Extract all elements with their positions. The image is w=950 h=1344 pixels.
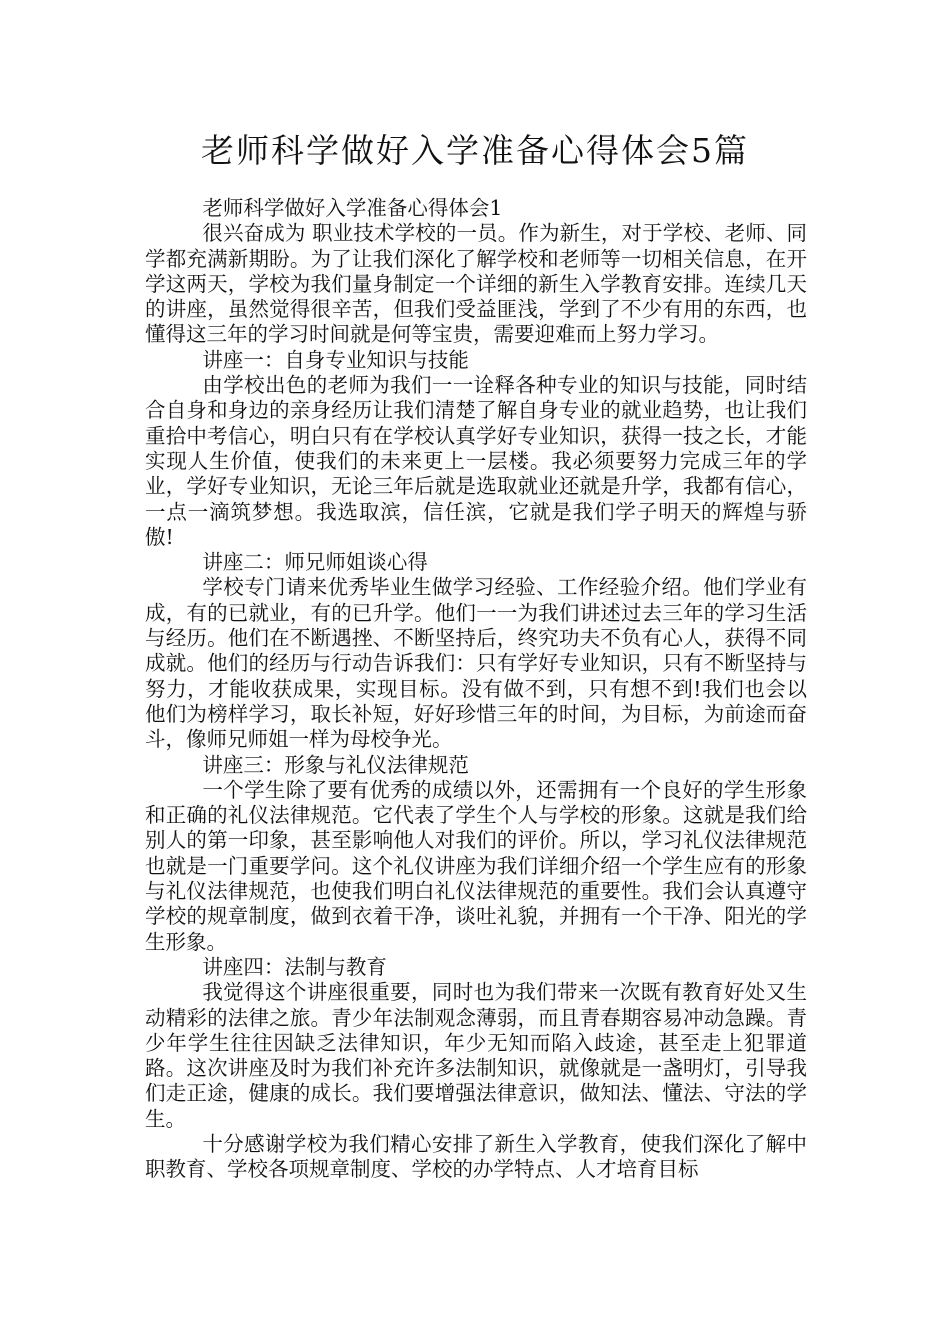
body-paragraph: 十分感谢学校为我们精心安排了新生入学教育，使我们深化了解中职教育、学校各项规章制度、学校的办学特点、人才培育目标 (145, 1131, 807, 1182)
lecture-heading: 讲座四：法制与教育 (202, 954, 387, 979)
body-paragraph: 由学校出色的老师为我们一一诠释各种专业的知识与技能，同时结合自身和身边的亲身经历让我们清楚了解自身专业的就业趋势，也让我们重拾中考信心，明白只有在学校认真学好专业知识，获得一技之长，才能实现人生价值，使我们的未来更上一层楼。我必须要努力完成三年的学业，学好专业知识，无论三年后就是选取就业还就是升学，我都有信心，一点一滴筑梦想。我选取滨，信任滨，它就是我们学子明天的辉煌与骄傲! (145, 373, 807, 549)
document-title: 老师科学做好入学准备心得体会5篇 (201, 131, 749, 170)
body-paragraph: 我觉得这个讲座很重要，同时也为我们带来一次既有教育好处又生动精彩的法律之旅。青少年法制观念薄弱，而且青春期容易冲动急躁。青少年学生往往因缺乏法律知识，年少无知而陷入歧途，甚至走上犯罪道路。这次讲座及时为我们补充许多法制知识，就像就是一盏明灯，引导我们走正途，健康的成长。我们要增强法律意识，做知法、懂法、守法的学生。 (145, 980, 807, 1131)
lecture-heading: 讲座一：自身专业知识与技能 (202, 347, 469, 372)
body-paragraph: 一个学生除了要有优秀的成绩以外，还需拥有一个良好的学生形象和正确的礼仪法律规范。它代表了学生个人与学校的形象。这就是我们给别人的第一印象，甚至影响他人对我们的评价。所以，学习礼仪法律规范也就是一门重要学问。这个礼仪讲座为我们详细介绍一个学生应有的形象与礼仪法律规范，也使我们明白礼仪法律规范的重要性。我们会认真遵守学校的规章制度，做到衣着干净，谈吐礼貌，并拥有一个干净、阳光的学生形象。 (145, 777, 807, 954)
body-paragraph: 学校专门请来优秀毕业生做学习经验、工作经验介绍。他们学业有成，有的已就业，有的已升学。他们一一为我们讲述过去三年的学习生活与经历。他们在不断遇挫、不断坚持后，终究功夫不负有心人，获得不同成就。他们的经历与行动告诉我们：只有学好专业知识，只有不断坚持与努力，才能收获成果，实现目标。没有做不到，只有想不到!我们也会以他们为榜样学习，取长补短，好好珍惜三年的时间，为目标，为前途而奋斗，像师兄师姐一样为母校争光。 (145, 575, 807, 752)
document-body (145, 196, 807, 1183)
lecture-heading: 讲座二：师兄师姐谈心得 (202, 550, 428, 575)
section-subtitle: 老师科学做好入学准备心得体会1 (202, 196, 503, 220)
lecture-heading: 讲座三：形象与礼仪法律规范 (202, 752, 469, 777)
body-paragraph: 很兴奋成为 职业技术学校的一员。作为新生，对于学校、老师、同学都充满新期盼。为了让我们深化了解学校和老师等一切相关信息，在开学这两天，学校为我们量身制定一个详细的新生入学教育安排。连续几天的讲座，虽然觉得很辛苦，但我们受益匪浅，学到了不少有用的东西，也懂得这三年的学习时间就是何等宝贵，需要迎难而上努力学习。 (145, 221, 807, 347)
